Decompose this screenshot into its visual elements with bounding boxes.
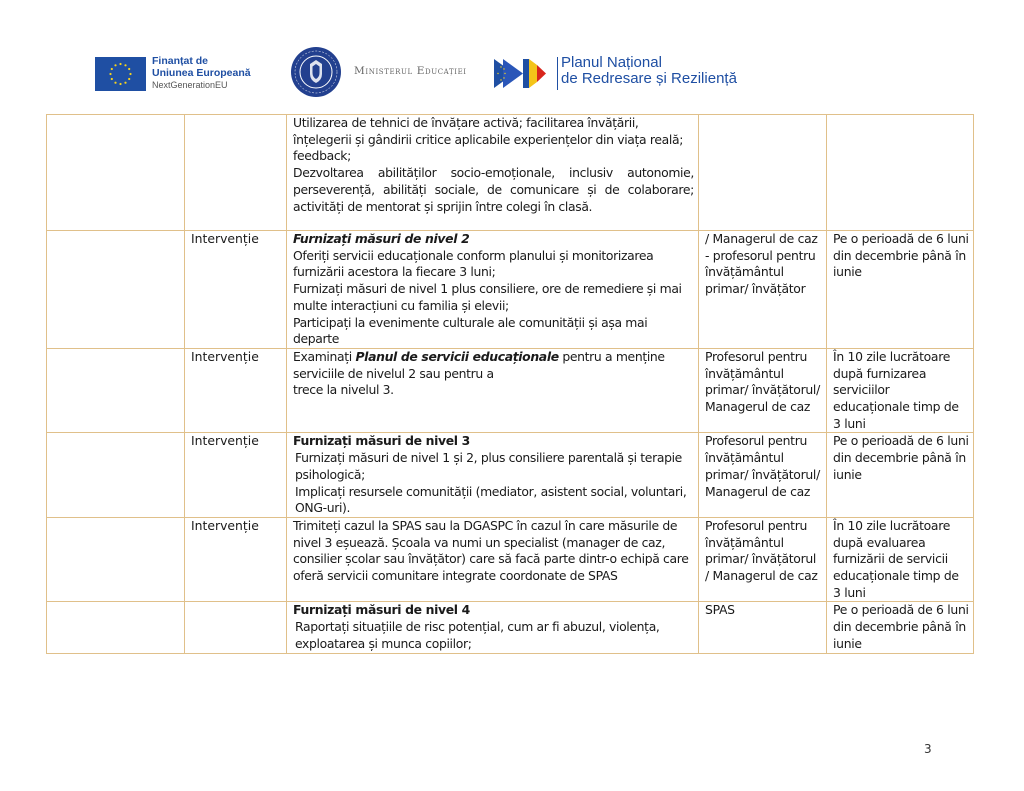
table-cell-action xyxy=(287,115,699,231)
table-cell-responsible: / Managerul de caz - profesorul pentru învățământul primar/ învățător xyxy=(699,231,827,349)
table-cell-type: Intervenție xyxy=(185,231,287,349)
eu-funding-line2: Uniunea Europeană xyxy=(152,67,251,79)
table-row xyxy=(47,602,974,653)
table-row xyxy=(47,231,974,349)
table-cell-category xyxy=(47,517,185,602)
table-cell-action xyxy=(287,231,699,349)
eu-funding-line1: Finanțat de xyxy=(152,55,209,67)
table-cell-category xyxy=(47,433,185,518)
table-cell-timeline: Pe o perioadă de 6 luni din decembrie până în iunie xyxy=(827,433,974,518)
ministry-name: Ministerul Educației xyxy=(354,65,467,77)
table-cell-timeline: Pe o perioadă de 6 luni din decembrie până în iunie xyxy=(827,231,974,349)
pnrr-label-line1: Planul Național xyxy=(561,54,662,71)
table-cell-type: Intervenție xyxy=(185,517,287,602)
action-text-emphasis: Planul de servicii educaționale xyxy=(355,348,559,364)
action-text: Oferiți servicii educaționale conform planului și monitorizarea furnizării acestora la fiecare 3 luni; xyxy=(293,247,654,280)
action-text: Raportați situațiile de risc potențial, cum ar fi abuzul, violența, exploatarea și munca copiilor; xyxy=(295,619,660,651)
table-cell-timeline: Pe o perioadă de 6 luni din decembrie până în iunie xyxy=(827,602,974,653)
action-text: Furnizați măsuri de nivel 1 și 2, plus consiliere parentală și terapie psihologică; xyxy=(295,450,682,482)
action-text: Participați la evenimente culturale ale comunității și așa mai departe xyxy=(293,314,648,347)
table-cell-type xyxy=(185,602,287,653)
table-cell-action xyxy=(287,433,699,518)
guvernul-romaniei-seal-icon xyxy=(291,47,341,97)
table-cell-type xyxy=(185,115,287,231)
action-text-before: Examinați xyxy=(293,348,356,364)
eu-funding-line3: NextGenerationEU xyxy=(152,80,228,90)
pnrr-arrows-icon xyxy=(494,57,554,90)
table-row xyxy=(47,433,974,518)
action-heading: Furnizați măsuri de nivel 3 xyxy=(293,433,470,449)
table-cell-category xyxy=(47,231,185,349)
action-heading: Furnizați măsuri de nivel 4 xyxy=(293,602,470,618)
action-text: Dezvoltarea abilităților socio-emoționale, inclusiv autonomie, perseverență, abilități sociale, de comunicare și de colaborare; activități de mentorat și sprijin între colegi în clasă. xyxy=(293,165,694,214)
table-cell-responsible: Profesorul pentru învățământul primar/ învățătorul/ Managerul de caz xyxy=(699,348,827,433)
table-cell-type: Intervenție xyxy=(185,433,287,518)
intervention-plan-table xyxy=(46,114,974,654)
action-text: Trimiteți cazul la SPAS sau la DGASPC în cazul în care măsurile de nivel 3 eșuează. Școala va numi un specialist (manager de caz, consilier școlar sau învățător) care să facă parte dintr-o echipă care oferă servicii comunitare integrate coordonate de SPAS xyxy=(293,517,689,584)
action-text xyxy=(293,349,694,382)
action-text: Furnizați măsuri de nivel 1 plus consiliere, ore de remediere și mai multe interacțiuni cu familia și elevii; xyxy=(293,281,682,313)
table-cell-type: Intervenție xyxy=(185,348,287,433)
action-text: Implicați resursele comunității (mediator, asistent social, voluntari, ONG-uri). xyxy=(295,483,687,516)
table-cell-action xyxy=(287,602,699,653)
action-heading: Furnizați măsuri de nivel 2 xyxy=(293,231,470,246)
table-row xyxy=(47,348,974,433)
pnrr-label xyxy=(561,55,737,87)
table-cell-timeline xyxy=(827,115,974,231)
table-cell-responsible: Profesorul pentru învățământul primar/ învățătorul / Managerul de caz xyxy=(699,517,827,602)
table-cell-action xyxy=(287,348,699,433)
table-cell-category xyxy=(47,348,185,433)
table-row xyxy=(47,115,974,231)
table-cell-timeline: În 10 zile lucrătoare după furnizarea serviciilor educaționale timp de 3 luni xyxy=(827,348,974,433)
pnrr-label-line2: de Redresare și Reziliență xyxy=(561,70,737,87)
table-cell-category xyxy=(47,602,185,653)
table-row xyxy=(47,517,974,602)
header-logos xyxy=(0,0,1024,110)
table-cell-category xyxy=(47,115,185,231)
table-cell-timeline: În 10 zile lucrătoare după evaluarea furnizării de servicii educaționale timp de 3 luni xyxy=(827,517,974,602)
table-cell-responsible: Profesorul pentru învățământul primar/ învățătorul/ Managerul de caz xyxy=(699,433,827,518)
action-text: trece la nivelul 3. xyxy=(293,382,394,398)
eu-flag-icon xyxy=(95,57,146,91)
action-text-after: pentru a menține serviciile de nivelul 2 sau pentru a xyxy=(293,348,665,381)
action-text: Utilizarea de tehnici de învățare activă; facilitarea învățării, înțelegerii și gândirii critice aplicabile experiențelor din viața reală; feedback; xyxy=(293,115,684,164)
table-cell-responsible: SPAS xyxy=(699,602,827,653)
eu-funding-label xyxy=(152,55,251,91)
table-cell-responsible xyxy=(699,115,827,231)
page-number: 3 xyxy=(924,742,932,756)
table-cell-action xyxy=(287,517,699,602)
pnrr-logo-divider xyxy=(557,57,558,90)
